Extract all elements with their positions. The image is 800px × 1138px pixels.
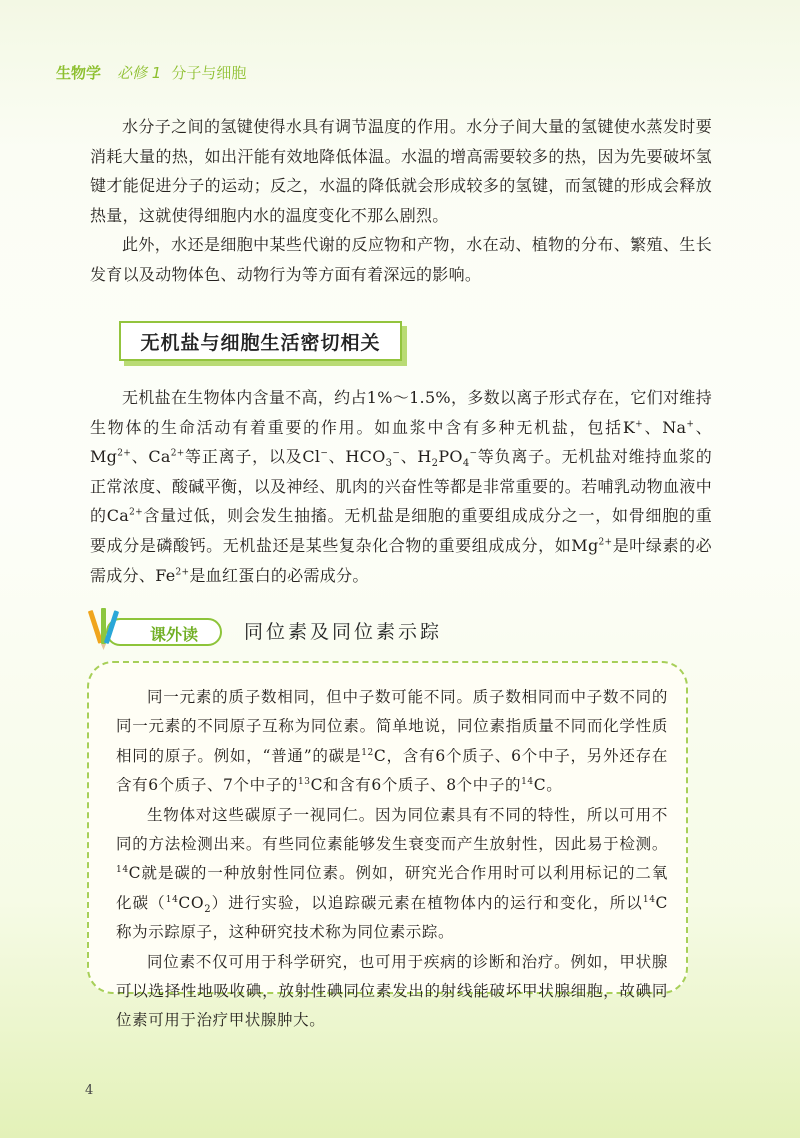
paragraph: 水分子之间的氢键使得水具有调节温度的作用。水分子间大量的氢键使水蒸发时要消耗大量的热，如出汗能有效地降低体温。水温的增高需要较多的热，因为先要破坏氢键才能促进分子的运动；反之，水温的降低就会形成较多的氢键，而氢键的形成会释放热量，这就使得细胞内水的温度变化不那么剧烈。 [90, 117, 712, 225]
text-run: C，含有6个质子、6个中子，另外还存在含有6个质子、7个中子的 [116, 746, 669, 795]
text-run: C称为示踪原子，这种研究技术称为同位素示踪。 [116, 893, 668, 942]
section-title: 无机盐与细胞生活密切相关 [140, 331, 381, 354]
superscript: 2+ [170, 448, 185, 459]
superscript: 14 [521, 777, 534, 788]
text-run: 、Ca [131, 447, 171, 467]
salts-section [90, 383, 712, 590]
subscript: 2 [204, 903, 212, 915]
superscript: 12 [361, 747, 374, 758]
text-run: 含量过低，则会发生抽搐。无机盐是细胞的重要组成成分之一，如骨细胞的重要成分是磷酸钙。无机盐还是某些复杂化合物的重要组成成分，如Mg [90, 506, 712, 555]
paragraph [90, 383, 712, 590]
text-run: C和含有6个质子、8个中子的 [310, 776, 522, 795]
text-run: 无机盐在生物体内含量不高，约占1%～1.5%，多数以离子形式存在，它们对维持生物体的生命活动有着重要的作用。如血浆中含有多种无机盐，包括K [90, 388, 712, 437]
text-run: 、H [400, 447, 432, 467]
text-run: C就是碳的一种放射性同位素。例如，研究光合作用时可以利用标记的二氧化碳（ [116, 864, 668, 912]
text-run: 、HCO [328, 447, 386, 467]
paragraph [116, 801, 668, 948]
paragraph: 此外，水还是细胞中某些代谢的反应物和产物，水在动、植物的分布、繁殖、生长发育以及动物体色、动物行为等方面有着深远的影响。 [90, 235, 712, 284]
text-run: ）进行实验，以追踪碳元素在植物体内的运行和变化，所以 [211, 893, 643, 912]
pencil-icon [84, 604, 130, 652]
text-run: C。 [533, 776, 563, 795]
running-header [56, 62, 246, 83]
text-run: 、Mg [90, 417, 712, 467]
text-run: 同一元素的质子数相同，但中子数可能不同。质子数相同而中子数不同的同一元素的不同原子互称为同位素。简单地说，同位素指质量不同而化学性质相同的原子。例如，“普通”的碳是 [116, 688, 668, 765]
superscript: 2+ [117, 448, 132, 459]
section-heading-box [119, 321, 402, 361]
text-run: CO [178, 893, 205, 912]
paragraph: 同位素不仅可用于科学研究，也可用于疾病的诊断和治疗。例如，甲状腺可以选择性地吸收碘，放射性碘同位素发出的射线能破坏甲状腺细胞，故碘同位素可用于治疗甲状腺肿大。 [116, 952, 668, 1030]
superscript: + [635, 419, 643, 430]
superscript: 2+ [598, 537, 613, 548]
superscript: + [686, 419, 695, 430]
text-run: 是叶绿素的必需成分、Fe [90, 535, 712, 585]
text-run: 生物体对这些碳原子一视同仁。因为同位素具有不同的特性，所以可用不同的方法检测出来。有些同位素能够发生衰变而产生放射性，因此易于检测。 [116, 805, 668, 854]
header-subject: 生物学 [56, 64, 102, 82]
subscript: 3 [385, 458, 393, 470]
header-unit: 分子与细胞 [171, 64, 247, 82]
superscript: 2+ [129, 508, 143, 519]
paragraph [116, 683, 668, 801]
water-section [90, 112, 712, 290]
superscript: 2+ [175, 567, 190, 578]
superscript: − [392, 448, 401, 459]
text-run: 等正离子，以及Cl [184, 447, 321, 467]
text-run: 等负离子。无机盐对维持血浆的正常浓度、酸碱平衡，以及神经、肌肉的兴奋性等都是非常重要的。若哺乳动物血液中的Ca [90, 447, 713, 526]
text-run: 、Na [643, 417, 687, 437]
text-run: PO [438, 447, 463, 467]
superscript: 14 [165, 894, 179, 905]
label-text: 课外读 [150, 625, 199, 644]
reading-title: 同位素及同位素示踪 [244, 621, 443, 643]
superscript: 13 [297, 777, 311, 788]
superscript: − [320, 448, 329, 459]
superscript: − [469, 448, 478, 459]
superscript: 14 [642, 894, 656, 905]
reading-body [116, 683, 668, 1036]
subscript: 2 [431, 458, 439, 470]
header-book: 必修 1 [117, 64, 162, 82]
superscript: 14 [116, 865, 129, 876]
page-number: 4 [85, 1083, 94, 1098]
subscript: 4 [462, 458, 470, 470]
text-run: 是血红蛋白的必需成分。 [189, 565, 369, 585]
